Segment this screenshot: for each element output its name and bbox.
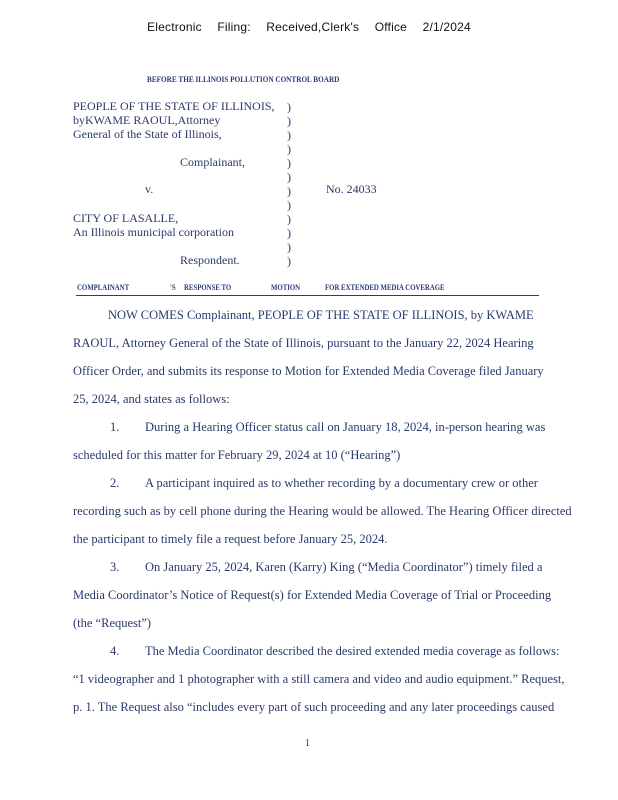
caption-paren: ) (287, 254, 291, 268)
plaintiff-attorney: byKWAME RAOUL,Attorney (73, 113, 221, 127)
caption-paren: ) (287, 142, 291, 156)
filing-electronic: Electronic (147, 20, 202, 34)
title-part: COMPLAINANT (77, 283, 130, 292)
complainant-label: Complainant, (180, 155, 245, 169)
electronic-filing-stamp (0, 20, 618, 34)
caption-paren: ) (287, 128, 291, 142)
paragraph-number: 3. (110, 560, 120, 574)
respondent-label: Respondent. (180, 253, 240, 267)
caption-paren: ) (287, 170, 291, 184)
plaintiff-name: PEOPLE OF THE STATE OF ILLINOIS, (73, 99, 275, 113)
body-line: 25, 2024, and states as follows: (73, 392, 230, 406)
body-line: A participant inquired as to whether recording by a documentary crew or other (145, 476, 538, 490)
body-line: Media Coordinator’s Notice of Request(s) for Extended Media Coverage of Trial or Proceeding (73, 588, 552, 602)
body-line: RAOUL, Attorney General of the State of Illinois, pursuant to the January 22, 2024 Hearing (73, 336, 534, 350)
title-part: FOR EXTENDED MEDIA COVERAGE (325, 283, 445, 292)
body-line: On January 25, 2024, Karen (Karry) King (“Media Coordinator”) timely filed a (145, 560, 543, 574)
filing-received: Received,Clerk's (266, 20, 360, 34)
caption-paren: ) (287, 240, 291, 254)
plaintiff-attorney-title: General of the State of Illinois, (73, 127, 222, 141)
body-line: During a Hearing Officer status call on January 18, 2024, in-person hearing was (145, 420, 546, 434)
body-line: “1 videographer and 1 photographer with a still camera and video and audio equipment.” Request, (73, 672, 565, 686)
document-title (76, 283, 539, 296)
paragraph-number: 1. (110, 420, 120, 434)
filing-label: Filing: (217, 20, 251, 34)
paragraph-number: 4. (110, 644, 120, 658)
case-number: No. 24033 (326, 182, 377, 196)
body-line: (the “Request”) (73, 616, 152, 630)
caption-paren: ) (287, 184, 291, 198)
body-line: recording such as by cell phone during the Hearing would be allowed. The Hearing Officer directed (73, 504, 572, 518)
body-line: p. 1. The Request also “includes every part of such proceeding and any later proceedings caused (73, 700, 555, 714)
page-number: 1 (305, 738, 310, 749)
filing-office: Office (374, 20, 408, 34)
caption-paren: ) (287, 198, 291, 212)
caption-paren: ) (287, 156, 291, 170)
title-part: 'S (170, 283, 176, 292)
versus-label: v. (145, 182, 154, 196)
filing-date: 2/1/2024 (422, 20, 471, 34)
defendant-name: CITY OF LASALLE, (73, 211, 179, 225)
caption-paren: ) (287, 114, 291, 128)
caption-paren: ) (287, 212, 291, 226)
board-heading: BEFORE THE ILLINOIS POLLUTION CONTROL BOARD (147, 74, 340, 84)
body-line: The Media Coordinator described the desired extended media coverage as follows: (145, 644, 560, 658)
body-line: Officer Order, and submits its response to Motion for Extended Media Coverage filed January (73, 364, 544, 378)
title-part: RESPONSE TO (184, 283, 232, 292)
title-part: MOTION (271, 283, 301, 292)
body-line: the participant to timely file a request before January 25, 2024. (73, 532, 388, 546)
caption-paren: ) (287, 226, 291, 240)
body-line: NOW COMES Complainant, PEOPLE OF THE STATE OF ILLINOIS, by KWAME (108, 308, 534, 322)
body-line: scheduled for this matter for February 29, 2024 at 10 (“Hearing”) (73, 448, 401, 462)
caption-paren: ) (287, 100, 291, 114)
defendant-description: An Illinois municipal corporation (73, 225, 234, 239)
paragraph-number: 2. (110, 476, 120, 490)
